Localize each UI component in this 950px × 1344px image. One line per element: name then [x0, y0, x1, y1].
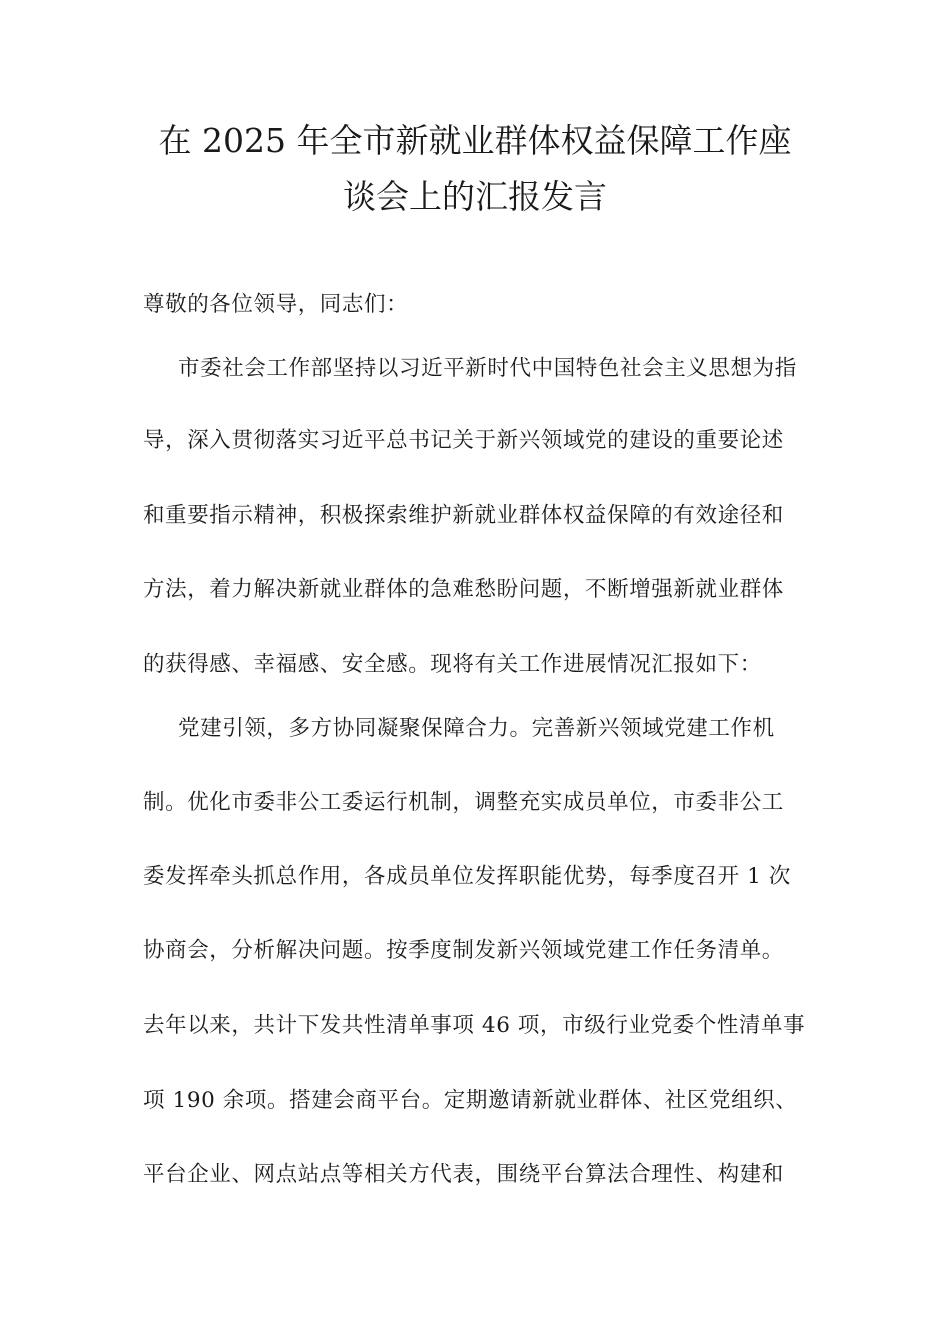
document-title: [140, 113, 810, 225]
title-line-1: 在 2025 年全市新就业群体权益保障工作座: [158, 121, 792, 160]
paragraph-2-line-1: 党建引领，多方协同凝聚保障合力。完善新兴领域党建工作机: [178, 716, 775, 741]
paragraph-2-line-7: 平台企业、网点站点等相关方代表，围绕平台算法合理性、构建和: [143, 1162, 784, 1187]
paragraph-1-line-4: 方法，着力解决新就业群体的急难愁盼问题，不断增强新就业群体: [143, 577, 784, 602]
paragraph-1-line-1: 市委社会工作部坚持以习近平新时代中国特色社会主义思想为指: [178, 356, 797, 381]
paragraph-2-line-5: 去年以来，共计下发共性清单事项 46 项，市级行业党委个性清单事: [143, 1013, 806, 1038]
paragraph-2-line-2: 制。优化市委非公工委运行机制，调整充实成员单位，市委非公工: [143, 790, 784, 815]
salutation: 尊敬的各位领导，同志们：: [143, 292, 409, 317]
title-line-2: 谈会上的汇报发言: [343, 177, 607, 216]
paragraph-1-line-2: 导，深入贯彻落实习近平总书记关于新兴领域党的建设的重要论述: [143, 428, 784, 453]
paragraph-2-line-3: 委发挥牵头抓总作用，各成员单位发挥职能优势，每季度召开 1 次: [143, 864, 791, 889]
paragraph-1-line-3: 和重要指示精神，积极探索维护新就业群体权益保障的有效途径和: [143, 503, 784, 528]
paragraph-2-line-6: 项 190 余项。搭建会商平台。定期邀请新就业群体、社区党组织、: [143, 1088, 798, 1113]
paragraph-2-line-4: 协商会，分析解决问题。按季度制发新兴领域党建工作任务清单。: [143, 938, 784, 963]
paragraph-1-line-5: 的获得感、幸福感、安全感。现将有关工作进展情况汇报如下：: [143, 652, 762, 677]
